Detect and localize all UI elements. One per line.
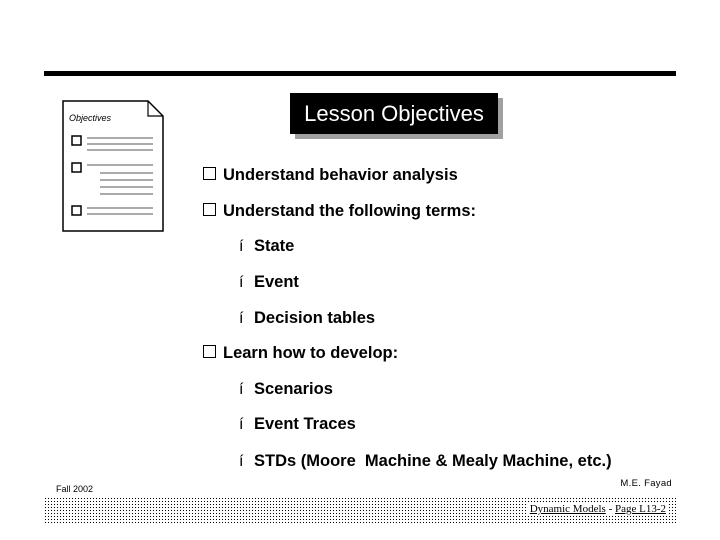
footer-date: Fall 2002: [56, 484, 94, 494]
sub-bullet-item: [239, 414, 356, 435]
sub-bullet-text: Decision tables: [254, 309, 376, 327]
sub-bullet-text: Scenarios: [254, 380, 333, 398]
footer-author: M.E. Fayad: [620, 478, 672, 489]
bullet-item: [203, 201, 476, 221]
bullet-text: Understand behavior analysis: [223, 166, 458, 184]
checkbox-icon: [203, 203, 216, 216]
bullet-text: Learn how to develop:: [223, 344, 399, 362]
top-divider: [44, 71, 676, 76]
footer-page-number: Page L13-2: [614, 503, 666, 515]
slide-title: Lesson Objectives: [290, 93, 498, 134]
slide-title-box: [290, 93, 498, 137]
bullet-item: [203, 343, 398, 363]
objectives-heading: Objectives: [69, 113, 112, 123]
sub-bullet-text: Event: [254, 273, 299, 291]
checkbox-icon: [203, 167, 216, 180]
sub-bullet-item: [239, 379, 333, 400]
sub-bullet-glyph: í: [239, 274, 244, 291]
checkbox-icon: [203, 345, 216, 358]
footer-page-label: [528, 503, 668, 515]
sub-bullet-glyph: í: [239, 453, 244, 470]
sub-bullet-item: [239, 272, 299, 293]
sub-bullet-glyph: í: [239, 238, 244, 255]
footer-separator: -: [605, 503, 615, 515]
sub-bullet-item: [239, 236, 294, 257]
sub-bullet-item: [239, 308, 375, 329]
bullet-text: Understand the following terms:: [223, 202, 477, 220]
objectives-document-icon: [60, 98, 166, 234]
sub-bullet-glyph: í: [239, 381, 244, 398]
sub-bullet-text: State: [254, 237, 295, 255]
sub-bullet-glyph: í: [239, 310, 244, 327]
sub-bullet-text: STDs (Moore Machine & Mealy Machine, etc.): [254, 452, 612, 470]
sub-bullet-item: [239, 451, 612, 472]
sub-bullet-text: Event Traces: [254, 415, 356, 433]
footer-course: Dynamic Models: [529, 503, 606, 515]
sub-bullet-glyph: í: [239, 416, 244, 433]
bullet-item: [203, 165, 458, 185]
